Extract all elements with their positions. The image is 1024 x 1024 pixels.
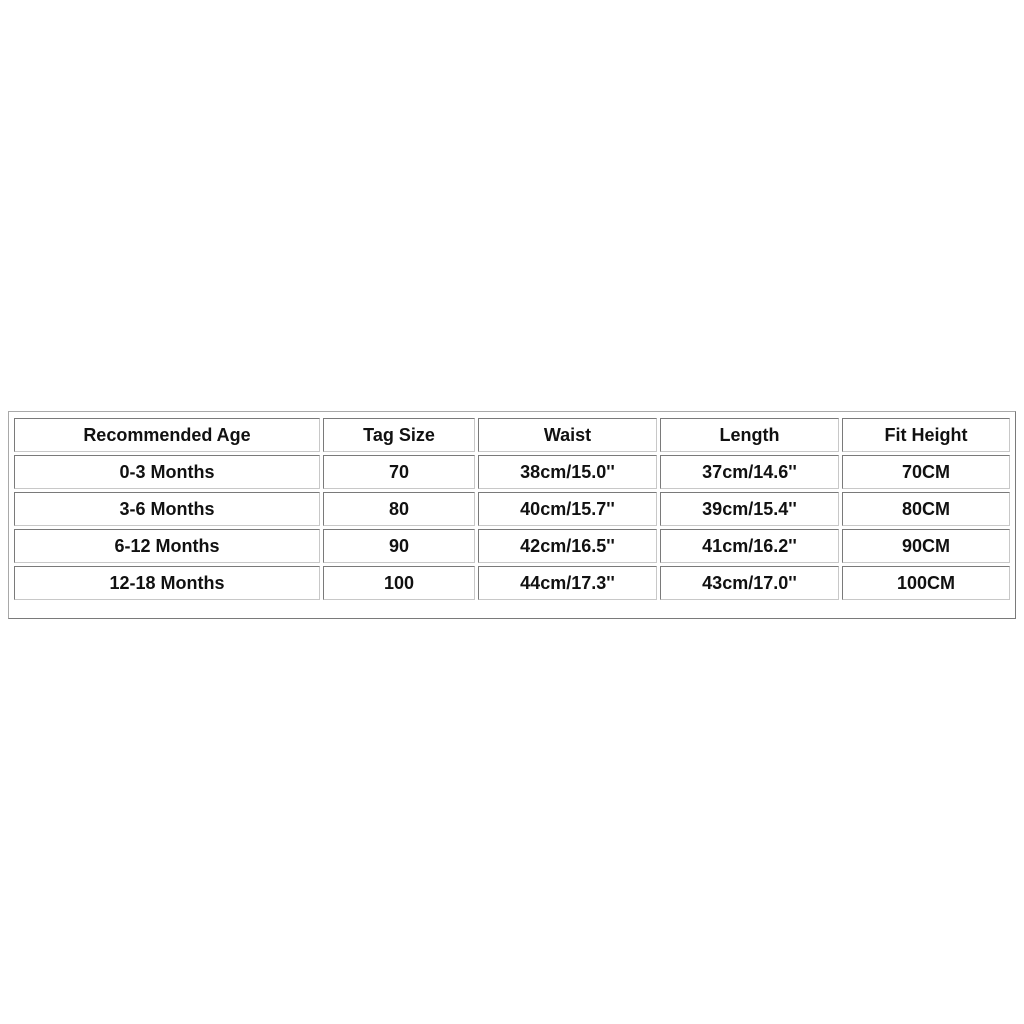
cell-waist: 42cm/16.5'' — [478, 529, 657, 563]
cell-length: 41cm/16.2'' — [660, 529, 839, 563]
table-row — [14, 566, 1010, 600]
cell-age: 0-3 Months — [14, 455, 320, 489]
cell-tag-size: 100 — [323, 566, 475, 600]
cell-length: 37cm/14.6'' — [660, 455, 839, 489]
cell-fit-height: 80CM — [842, 492, 1010, 526]
size-chart — [8, 411, 1016, 619]
cell-age: 12-18 Months — [14, 566, 320, 600]
cell-fit-height: 70CM — [842, 455, 1010, 489]
cell-length: 39cm/15.4'' — [660, 492, 839, 526]
cell-fit-height: 100CM — [842, 566, 1010, 600]
cell-tag-size: 90 — [323, 529, 475, 563]
cell-waist: 44cm/17.3'' — [478, 566, 657, 600]
table-header-row — [14, 418, 1010, 452]
header-waist: Waist — [478, 418, 657, 452]
cell-length: 43cm/17.0'' — [660, 566, 839, 600]
table-row — [14, 455, 1010, 489]
cell-waist: 38cm/15.0'' — [478, 455, 657, 489]
cell-tag-size: 70 — [323, 455, 475, 489]
table-row — [14, 492, 1010, 526]
cell-waist: 40cm/15.7'' — [478, 492, 657, 526]
header-recommended-age: Recommended Age — [14, 418, 320, 452]
table-row — [14, 529, 1010, 563]
cell-tag-size: 80 — [323, 492, 475, 526]
header-length: Length — [660, 418, 839, 452]
cell-age: 6-12 Months — [14, 529, 320, 563]
header-tag-size: Tag Size — [323, 418, 475, 452]
size-chart-table — [11, 415, 1013, 603]
cell-fit-height: 90CM — [842, 529, 1010, 563]
header-fit-height: Fit Height — [842, 418, 1010, 452]
cell-age: 3-6 Months — [14, 492, 320, 526]
